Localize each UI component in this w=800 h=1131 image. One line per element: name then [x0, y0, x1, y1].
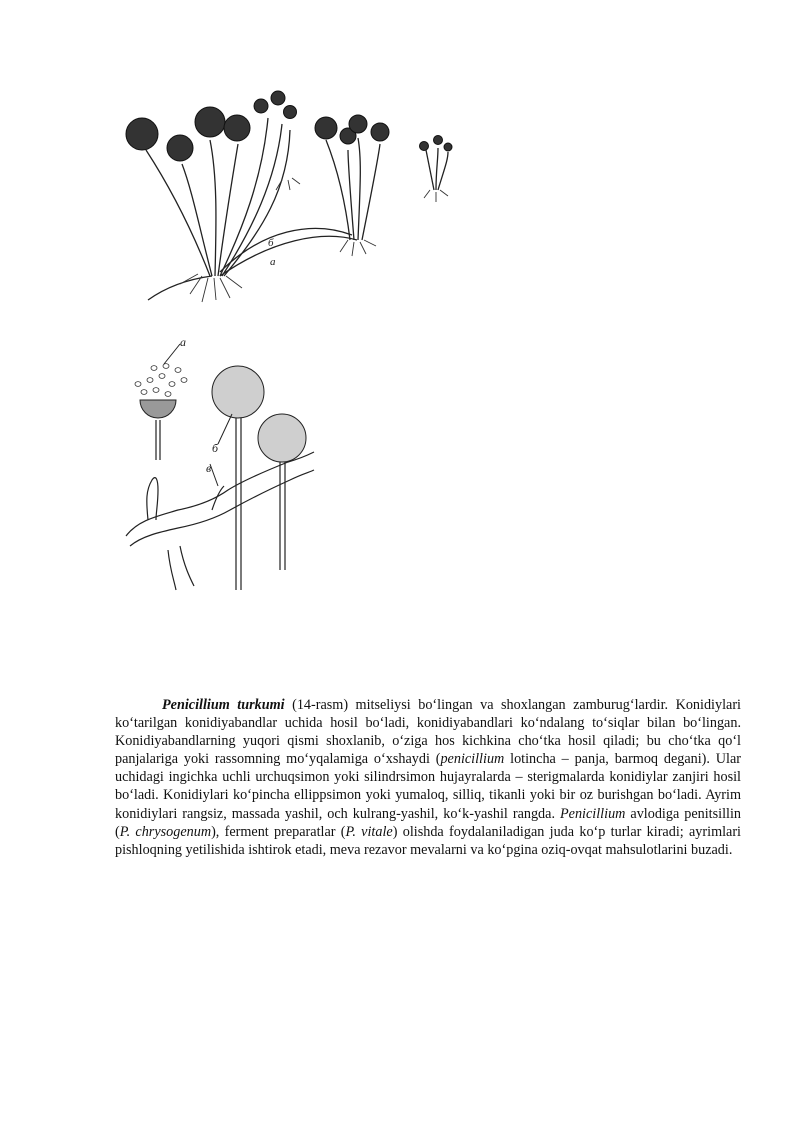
- figure-bottom-label-v: в: [206, 461, 212, 475]
- figure-bottom-label-a: a: [180, 340, 186, 349]
- text-segment-1: (14-rasm) mitseliysi bo‘lingan va shoxlangan zamburug‘lardir. Konidiylari ko‘tarilgan konidiyabandlar uchida hosil bo‘ladi, konidiyabandlari ko‘ndalang to‘siqlar bilan bo‘lingan. Konidiyabandlarning yuqori qismi shoxlanib, o‘ziga hos kichkina cho‘tka hosil qiladi; bu cho‘tka qo‘l panjalariga yoki rassomning mo‘yqalamiga o‘xshaydi (: [115, 697, 741, 768]
- spores-group: [135, 364, 187, 397]
- text-segment-3: avlodiga penitsillin (: [115, 805, 741, 840]
- mycelium-group: [126, 452, 314, 590]
- sporangia-group: [126, 91, 452, 161]
- illustration-top: [112, 80, 468, 342]
- text-segment-5: ) olishda foydalaniladigan juda ko‘p turlar kiradi; ayrimlari pishloqning yetilishida ishtirok etadi, meva rezavor mevalarni va ko‘pgina oziq-ovqat mahsulotlarini buzadi.: [115, 823, 742, 858]
- paragraph: [115, 696, 741, 859]
- figure-top-label-b: б: [268, 237, 274, 249]
- figure-top-label-a: a: [270, 256, 276, 268]
- sporangia-enlarged: [140, 366, 306, 462]
- term-penicillium: penicillium: [440, 751, 505, 768]
- text-segment-4: ), ferment preparatlar (: [211, 823, 346, 840]
- body-paragraph: [115, 696, 741, 859]
- genus-heading: Penicillium turkumi: [162, 697, 285, 713]
- illustration-bottom: [118, 340, 338, 596]
- text-segment-2: lotincha – panja, barmoq degani). Ular uchidagi ingichka uchli urchuqsimon yoki silindrsimon hujayralarda – sterigmalarda konidiylar zanjiri hosil bo‘ladi. Konidiylari ko‘pincha ellippsimon yoki yumaloq, silliq, tikanli yoki bir oz burishgan bo‘ladi. Ayrim konidiylari rangsiz, massada yashil, och kulrang-yashil, ko‘k-yashil rangda.: [115, 751, 741, 822]
- figure-bottom-label-b: б: [212, 441, 219, 455]
- genus-penicillium: Penicillium: [560, 805, 626, 822]
- leader-lines: [164, 344, 232, 486]
- rhizoids-group: [180, 178, 448, 302]
- species-vitale: P. vitale: [345, 823, 393, 840]
- species-chrysogenum: P. chrysogenum: [119, 823, 212, 840]
